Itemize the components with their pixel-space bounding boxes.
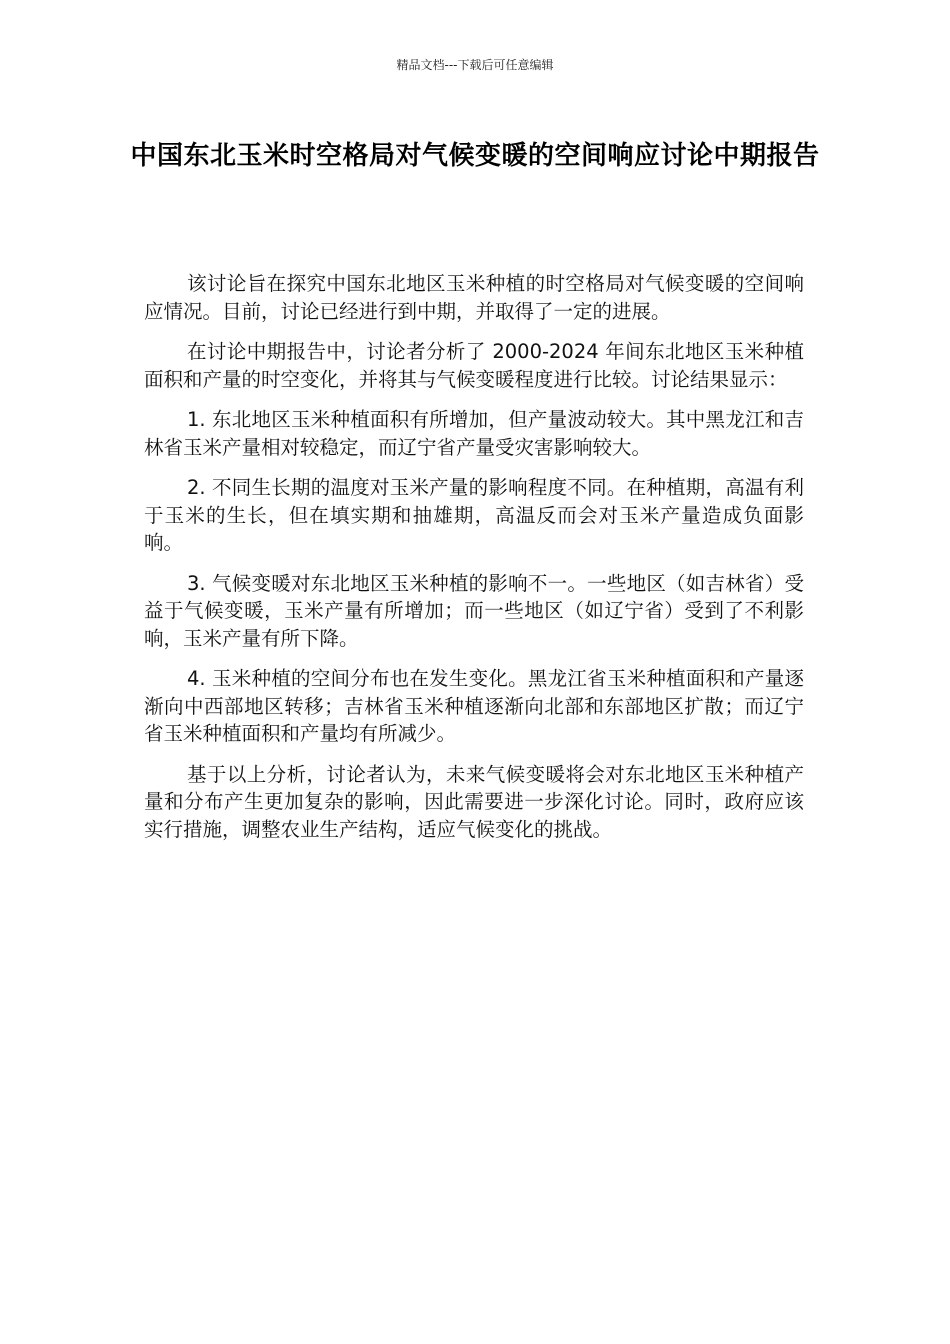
document-title: 中国东北玉米时空格局对气候变暖的空间响应讨论中期报告 [130,141,820,171]
page-header: 精品文档---下载后可任意编辑 [396,58,554,72]
paragraph-finding-4: 4. 玉米种植的空间分布也在发生变化。黑龙江省玉米种植面积和产量逐渐向中西部地区转移；吉林省玉米种植逐渐向北部和东部地区扩散；而辽宁省玉米种植面积和产量均有所减少。 [144,667,804,745]
paragraph-intro: 该讨论旨在探究中国东北地区玉米种植的时空格局对气候变暖的空间响应情况。目前，讨论已经进行到中期，并取得了一定的进展。 [144,272,804,323]
paragraph-finding-1: 1. 东北地区玉米种植面积有所增加，但产量波动较大。其中黑龙江和吉林省玉米产量相对较稳定，而辽宁省产量受灾害影响较大。 [144,408,804,459]
paragraph-finding-3: 3. 气候变暖对东北地区玉米种植的影响不一。一些地区（如吉林省）受益于气候变暖，玉米产量有所增加；而一些地区（如辽宁省）受到了不利影响，玉米产量有所下降。 [144,571,804,650]
document-body [144,270,804,856]
paragraph-conclusion: 基于以上分析，讨论者认为，未来气候变暖将会对东北地区玉米种植产量和分布产生更加复杂的影响，因此需要进一步深化讨论。同时，政府应该实行措施，调整农业生产结构，适应气候变化的挑战。 [144,762,804,841]
paragraph-finding-2: 2. 不同生长期的温度对玉米产量的影响程度不同。在种植期，高温有利于玉米的生长，但在填实期和抽雄期，高温反而会对玉米产量造成负面影响。 [144,476,804,554]
paragraph-method: 在讨论中期报告中，讨论者分析了 2000-2024 年间东北地区玉米种植面积和产量的时空变化，并将其与气候变暖程度进行比较。讨论结果显示： [144,340,804,391]
